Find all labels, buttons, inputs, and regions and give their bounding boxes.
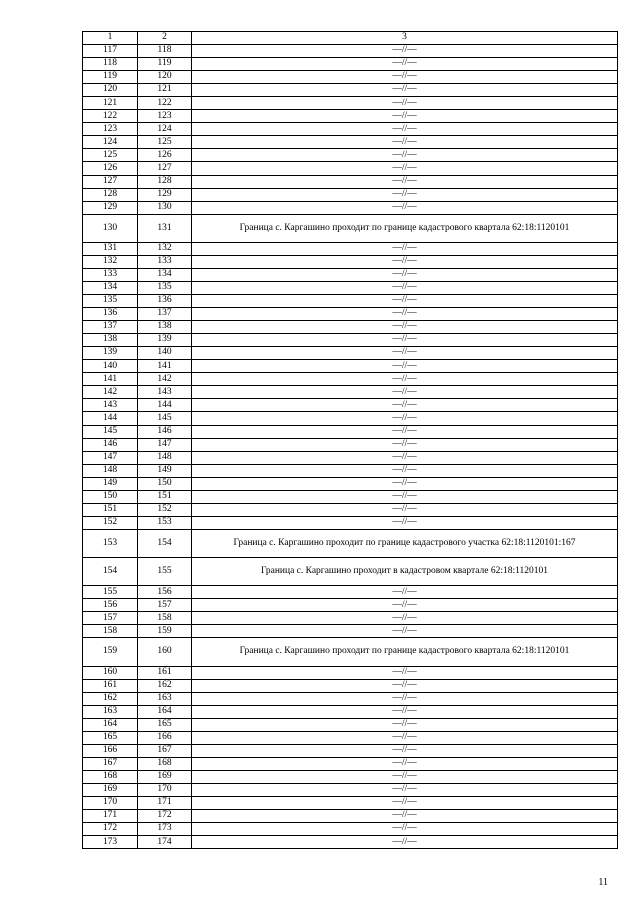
table-row xyxy=(83,295,618,308)
to-point-cell: 147 xyxy=(138,438,192,451)
to-point-cell: 169 xyxy=(138,771,192,784)
from-point-cell: 157 xyxy=(83,612,138,625)
to-point-cell: 174 xyxy=(138,836,192,849)
description-cell: —//— xyxy=(192,347,618,360)
table-row xyxy=(83,464,618,477)
description-cell: —//— xyxy=(192,412,618,425)
to-point-cell: 132 xyxy=(138,242,192,255)
table-row xyxy=(83,255,618,268)
to-point-cell: 137 xyxy=(138,308,192,321)
description-cell: Граница с. Каргашино проходит в кадастровом квартале 62:18:1120101 xyxy=(192,558,618,586)
to-point-cell: 140 xyxy=(138,347,192,360)
table-row xyxy=(83,692,618,705)
from-point-cell: 128 xyxy=(83,188,138,201)
description-cell: —//— xyxy=(192,731,618,744)
header-cell-col1: 1 xyxy=(83,32,138,45)
table-row xyxy=(83,110,618,123)
from-point-cell: 129 xyxy=(83,201,138,214)
from-point-cell: 159 xyxy=(83,638,138,666)
table-row xyxy=(83,97,618,110)
from-point-cell: 135 xyxy=(83,295,138,308)
to-point-cell: 160 xyxy=(138,638,192,666)
to-point-cell: 136 xyxy=(138,295,192,308)
table-row xyxy=(83,360,618,373)
to-point-cell: 124 xyxy=(138,123,192,136)
from-point-cell: 120 xyxy=(83,84,138,97)
table-row xyxy=(83,705,618,718)
description-cell: —//— xyxy=(192,490,618,503)
table-row xyxy=(83,612,618,625)
to-point-cell: 142 xyxy=(138,373,192,386)
table-row xyxy=(83,810,618,823)
description-cell: —//— xyxy=(192,425,618,438)
description-cell: —//— xyxy=(192,586,618,599)
description-cell: —//— xyxy=(192,201,618,214)
from-point-cell: 125 xyxy=(83,149,138,162)
table-row xyxy=(83,425,618,438)
table-row xyxy=(83,45,618,58)
to-point-cell: 122 xyxy=(138,97,192,110)
from-point-cell: 149 xyxy=(83,477,138,490)
description-cell: —//— xyxy=(192,810,618,823)
description-cell: —//— xyxy=(192,599,618,612)
table-row xyxy=(83,529,618,557)
description-cell: —//— xyxy=(192,503,618,516)
from-point-cell: 137 xyxy=(83,321,138,334)
table-row xyxy=(83,823,618,836)
table-row xyxy=(83,347,618,360)
description-cell: —//— xyxy=(192,334,618,347)
table-row xyxy=(83,321,618,334)
from-point-cell: 147 xyxy=(83,451,138,464)
description-cell: —//— xyxy=(192,451,618,464)
table-row xyxy=(83,399,618,412)
to-point-cell: 159 xyxy=(138,625,192,638)
from-point-cell: 172 xyxy=(83,823,138,836)
to-point-cell: 162 xyxy=(138,679,192,692)
description-cell: —//— xyxy=(192,797,618,810)
to-point-cell: 131 xyxy=(138,214,192,242)
header-cell-col3: 3 xyxy=(192,32,618,45)
table-row xyxy=(83,744,618,757)
table-row xyxy=(83,784,618,797)
header-row xyxy=(83,32,618,45)
table-row xyxy=(83,188,618,201)
description-cell: —//— xyxy=(192,45,618,58)
from-point-cell: 154 xyxy=(83,558,138,586)
to-point-cell: 135 xyxy=(138,281,192,294)
description-cell: —//— xyxy=(192,438,618,451)
table-row xyxy=(83,490,618,503)
table-row xyxy=(83,58,618,71)
description-cell: —//— xyxy=(192,784,618,797)
to-point-cell: 126 xyxy=(138,149,192,162)
to-point-cell: 119 xyxy=(138,58,192,71)
description-cell: —//— xyxy=(192,679,618,692)
to-point-cell: 148 xyxy=(138,451,192,464)
description-cell: —//— xyxy=(192,399,618,412)
description-cell: —//— xyxy=(192,477,618,490)
from-point-cell: 170 xyxy=(83,797,138,810)
from-point-cell: 158 xyxy=(83,625,138,638)
from-point-cell: 144 xyxy=(83,412,138,425)
from-point-cell: 171 xyxy=(83,810,138,823)
description-cell: —//— xyxy=(192,625,618,638)
description-cell: —//— xyxy=(192,255,618,268)
from-point-cell: 155 xyxy=(83,586,138,599)
from-point-cell: 150 xyxy=(83,490,138,503)
table-row xyxy=(83,268,618,281)
to-point-cell: 161 xyxy=(138,666,192,679)
from-point-cell: 165 xyxy=(83,731,138,744)
description-cell: —//— xyxy=(192,373,618,386)
to-point-cell: 129 xyxy=(138,188,192,201)
description-cell: —//— xyxy=(192,58,618,71)
to-point-cell: 151 xyxy=(138,490,192,503)
table-row xyxy=(83,386,618,399)
description-cell: —//— xyxy=(192,612,618,625)
description-cell: —//— xyxy=(192,360,618,373)
table-header xyxy=(83,32,618,45)
description-cell: —//— xyxy=(192,295,618,308)
from-point-cell: 123 xyxy=(83,123,138,136)
to-point-cell: 165 xyxy=(138,718,192,731)
description-cell: —//— xyxy=(192,823,618,836)
table-row xyxy=(83,836,618,849)
to-point-cell: 156 xyxy=(138,586,192,599)
description-cell: —//— xyxy=(192,123,618,136)
from-point-cell: 173 xyxy=(83,836,138,849)
table-row xyxy=(83,162,618,175)
from-point-cell: 163 xyxy=(83,705,138,718)
from-point-cell: 156 xyxy=(83,599,138,612)
from-point-cell: 141 xyxy=(83,373,138,386)
from-point-cell: 134 xyxy=(83,281,138,294)
to-point-cell: 149 xyxy=(138,464,192,477)
description-cell: —//— xyxy=(192,110,618,123)
to-point-cell: 121 xyxy=(138,84,192,97)
description-cell: —//— xyxy=(192,386,618,399)
description-cell: —//— xyxy=(192,97,618,110)
from-point-cell: 143 xyxy=(83,399,138,412)
from-point-cell: 136 xyxy=(83,308,138,321)
to-point-cell: 144 xyxy=(138,399,192,412)
table-row xyxy=(83,771,618,784)
to-point-cell: 138 xyxy=(138,321,192,334)
table-row xyxy=(83,242,618,255)
description-cell: —//— xyxy=(192,757,618,770)
to-point-cell: 139 xyxy=(138,334,192,347)
table-row xyxy=(83,281,618,294)
from-point-cell: 119 xyxy=(83,71,138,84)
table-row xyxy=(83,214,618,242)
to-point-cell: 143 xyxy=(138,386,192,399)
description-cell: —//— xyxy=(192,242,618,255)
table-row xyxy=(83,412,618,425)
to-point-cell: 172 xyxy=(138,810,192,823)
from-point-cell: 122 xyxy=(83,110,138,123)
table-row xyxy=(83,503,618,516)
from-point-cell: 153 xyxy=(83,529,138,557)
description-cell: Граница с. Каргашино проходит по границе кадастрового квартала 62:18:1120101 xyxy=(192,638,618,666)
to-point-cell: 157 xyxy=(138,599,192,612)
table-row xyxy=(83,516,618,529)
from-point-cell: 140 xyxy=(83,360,138,373)
boundary-points-table xyxy=(82,31,618,849)
from-point-cell: 167 xyxy=(83,757,138,770)
from-point-cell: 148 xyxy=(83,464,138,477)
from-point-cell: 160 xyxy=(83,666,138,679)
to-point-cell: 155 xyxy=(138,558,192,586)
to-point-cell: 166 xyxy=(138,731,192,744)
to-point-cell: 163 xyxy=(138,692,192,705)
to-point-cell: 150 xyxy=(138,477,192,490)
table-body xyxy=(83,45,618,849)
description-cell: —//— xyxy=(192,718,618,731)
description-cell: —//— xyxy=(192,84,618,97)
description-cell: —//— xyxy=(192,836,618,849)
from-point-cell: 127 xyxy=(83,175,138,188)
table-row xyxy=(83,757,618,770)
to-point-cell: 153 xyxy=(138,516,192,529)
description-cell: —//— xyxy=(192,175,618,188)
to-point-cell: 146 xyxy=(138,425,192,438)
from-point-cell: 152 xyxy=(83,516,138,529)
description-cell: —//— xyxy=(192,149,618,162)
table-row xyxy=(83,625,618,638)
description-cell: —//— xyxy=(192,321,618,334)
description-cell: —//— xyxy=(192,516,618,529)
description-cell: —//— xyxy=(192,744,618,757)
table-row xyxy=(83,71,618,84)
from-point-cell: 145 xyxy=(83,425,138,438)
table-row xyxy=(83,477,618,490)
table-row xyxy=(83,175,618,188)
table-row xyxy=(83,731,618,744)
table-row xyxy=(83,586,618,599)
from-point-cell: 124 xyxy=(83,136,138,149)
table-row xyxy=(83,201,618,214)
to-point-cell: 158 xyxy=(138,612,192,625)
to-point-cell: 120 xyxy=(138,71,192,84)
table-row xyxy=(83,334,618,347)
from-point-cell: 126 xyxy=(83,162,138,175)
to-point-cell: 173 xyxy=(138,823,192,836)
to-point-cell: 141 xyxy=(138,360,192,373)
from-point-cell: 146 xyxy=(83,438,138,451)
description-cell: —//— xyxy=(192,692,618,705)
table-row xyxy=(83,718,618,731)
header-cell-col2: 2 xyxy=(138,32,192,45)
description-cell: —//— xyxy=(192,464,618,477)
description-cell: —//— xyxy=(192,308,618,321)
from-point-cell: 151 xyxy=(83,503,138,516)
description-cell: —//— xyxy=(192,162,618,175)
to-point-cell: 118 xyxy=(138,45,192,58)
description-cell: —//— xyxy=(192,71,618,84)
table-row xyxy=(83,438,618,451)
description-cell: Граница с. Каргашино проходит по границе кадастрового квартала 62:18:1120101 xyxy=(192,214,618,242)
description-cell: —//— xyxy=(192,188,618,201)
to-point-cell: 154 xyxy=(138,529,192,557)
from-point-cell: 169 xyxy=(83,784,138,797)
to-point-cell: 168 xyxy=(138,757,192,770)
table-row xyxy=(83,679,618,692)
to-point-cell: 125 xyxy=(138,136,192,149)
to-point-cell: 164 xyxy=(138,705,192,718)
to-point-cell: 152 xyxy=(138,503,192,516)
description-cell: —//— xyxy=(192,268,618,281)
from-point-cell: 166 xyxy=(83,744,138,757)
table-row xyxy=(83,123,618,136)
to-point-cell: 167 xyxy=(138,744,192,757)
to-point-cell: 171 xyxy=(138,797,192,810)
from-point-cell: 118 xyxy=(83,58,138,71)
description-cell: —//— xyxy=(192,771,618,784)
from-point-cell: 161 xyxy=(83,679,138,692)
to-point-cell: 133 xyxy=(138,255,192,268)
to-point-cell: 127 xyxy=(138,162,192,175)
from-point-cell: 131 xyxy=(83,242,138,255)
to-point-cell: 145 xyxy=(138,412,192,425)
table-row xyxy=(83,638,618,666)
table-row xyxy=(83,308,618,321)
page-number: 11 xyxy=(598,877,608,888)
from-point-cell: 117 xyxy=(83,45,138,58)
table-row xyxy=(83,666,618,679)
description-cell: —//— xyxy=(192,705,618,718)
from-point-cell: 132 xyxy=(83,255,138,268)
table-row xyxy=(83,558,618,586)
description-cell: —//— xyxy=(192,666,618,679)
from-point-cell: 139 xyxy=(83,347,138,360)
table-row xyxy=(83,373,618,386)
table-row xyxy=(83,149,618,162)
description-cell: —//— xyxy=(192,136,618,149)
description-cell: —//— xyxy=(192,281,618,294)
to-point-cell: 123 xyxy=(138,110,192,123)
from-point-cell: 130 xyxy=(83,214,138,242)
from-point-cell: 164 xyxy=(83,718,138,731)
table-row xyxy=(83,136,618,149)
from-point-cell: 162 xyxy=(83,692,138,705)
from-point-cell: 142 xyxy=(83,386,138,399)
from-point-cell: 133 xyxy=(83,268,138,281)
from-point-cell: 168 xyxy=(83,771,138,784)
table-row xyxy=(83,797,618,810)
to-point-cell: 130 xyxy=(138,201,192,214)
table-row xyxy=(83,599,618,612)
to-point-cell: 134 xyxy=(138,268,192,281)
from-point-cell: 121 xyxy=(83,97,138,110)
description-cell: Граница с. Каргашино проходит по границе кадастрового участка 62:18:1120101:167 xyxy=(192,529,618,557)
table-row xyxy=(83,451,618,464)
from-point-cell: 138 xyxy=(83,334,138,347)
table-row xyxy=(83,84,618,97)
to-point-cell: 170 xyxy=(138,784,192,797)
to-point-cell: 128 xyxy=(138,175,192,188)
